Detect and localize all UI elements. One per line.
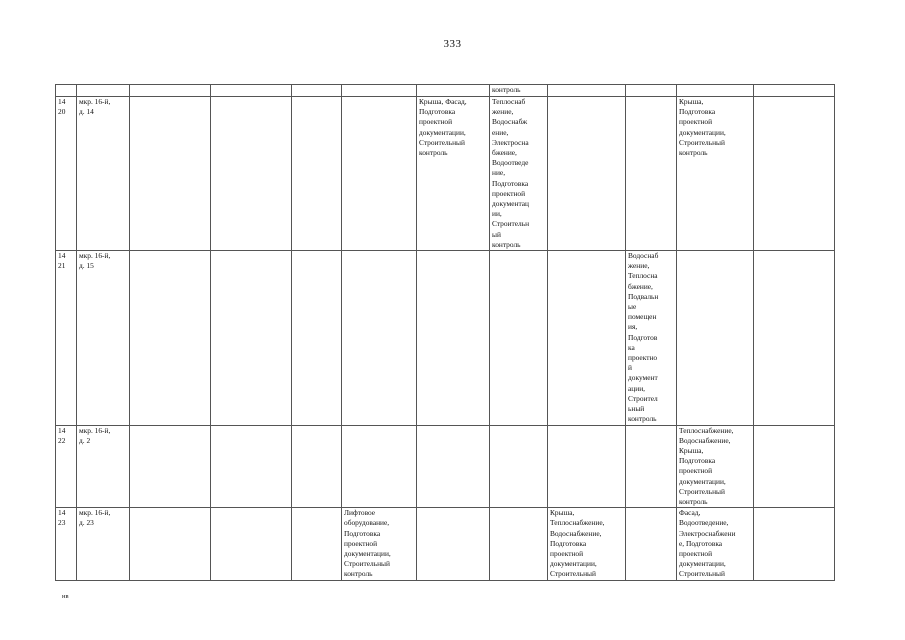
cell-col6 (417, 85, 490, 97)
table-row (56, 251, 835, 425)
cell-address: мкр. 16-й, д. 14 (77, 97, 130, 251)
cell-col7: контроль (490, 85, 548, 97)
table-row (56, 425, 835, 508)
cell-col8: Крыша, Теплоснабжение, Водоснабжение, Подготовка проектной документации, Строительный (548, 508, 626, 580)
table-row (56, 508, 835, 580)
page-number: 333 (443, 38, 462, 50)
cell-num (56, 85, 77, 97)
cell-address: мкр. 16-й, д. 23 (77, 508, 130, 580)
cell-col6: Крыша, Фасад, Подготовка проектной документации, Строительный контроль (417, 97, 490, 251)
cell-num: 14 23 (56, 508, 77, 580)
cell-col5: Лифтовое оборудование, Подготовка проектной документации, Строительный контроль (342, 508, 417, 580)
cell-num: 14 20 (56, 97, 77, 251)
cell-address (77, 85, 130, 97)
cell-address: мкр. 16-й, д. 15 (77, 251, 130, 425)
cell-num: 14 21 (56, 251, 77, 425)
cell-col10: Фасад, Водоотведение, Электроснабжени е, Подготовка проектной документации, Строительный (677, 508, 754, 580)
table-row (56, 97, 835, 251)
cell-col10: Крыша, Подготовка проектной документации, Строительный контроль (677, 97, 754, 251)
cell-address: мкр. 16-й, д. 2 (77, 425, 130, 508)
table-row-continuation (56, 85, 835, 97)
footer-text: нв (62, 593, 69, 600)
works-table (55, 84, 835, 581)
cell-col10: Теплоснабжение, Водоснабжение, Крыша, Подготовка проектной документации, Строительный контроль (677, 425, 754, 508)
cell-col9: Водоснаб жение, Теплосна бжение, Подвальн ые помещен ия, Подготов ка проектно й документ ации, Строител ьный контроль (626, 251, 677, 425)
cell-col7: Теплоснаб жение, Водоснабж ение, Электросна бжение, Водоотведе ние, Подготовка проектной документац ии, Строительн ый контроль (490, 97, 548, 251)
cell-num: 14 22 (56, 425, 77, 508)
